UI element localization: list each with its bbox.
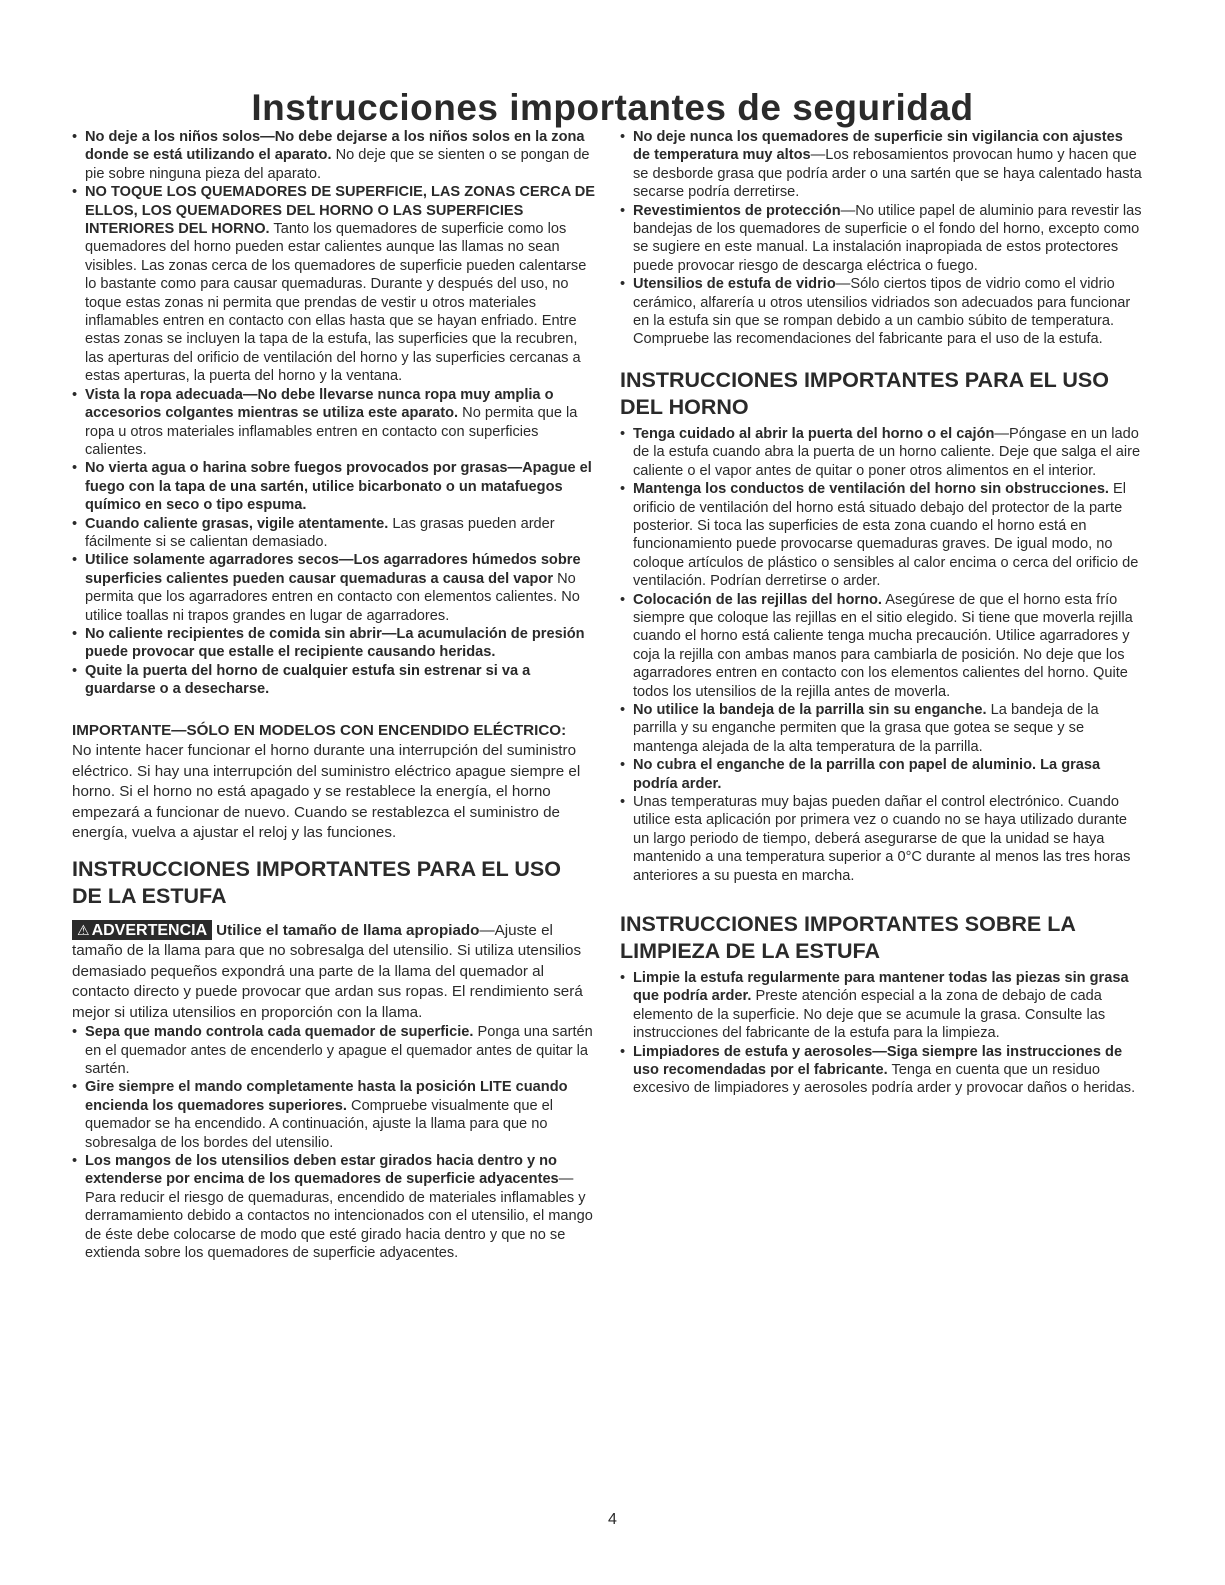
section-heading-horno: INSTRUCCIONES IMPORTANTES PARA EL USO DEL HORNO — [620, 367, 1109, 419]
limpieza-list — [620, 969, 1142, 1098]
warning-badge: ⚠ ADVERTENCIA — [72, 920, 212, 940]
left-top-list — [72, 128, 596, 699]
list-item: • No cubra el enganche de la parrilla con papel de aluminio. La grasa podría arder. — [620, 756, 1142, 793]
list-item: • No caliente recipientes de comida sin abrir—La acumulación de presión puede provocar que estalle el recipiente causando heridas. — [72, 625, 596, 662]
page-title: Instrucciones importantes de seguridad — [251, 86, 974, 128]
section-heading-limpieza: INSTRUCCIONES IMPORTANTES SOBRE LA LIMPIEZA DE LA ESTUFA — [620, 912, 1076, 964]
list-item: • Utensilios de estufa de vidrio—Sólo ciertos tipos de vidrio como el vidrio cerámico, alfarería u otros utensilios vidriados son adecuados para funcionar en la estufa sin que se rompan debido a un cambio súbito de temperatura. Compruebe las recomendaciones del fabricante para el uso de la estufa. — [620, 275, 1142, 349]
list-item: • Los mangos de los utensilios deben estar girados hacia dentro y no extenderse por encima de los quemadores de superficie adyacentes—Para reducir el riesgo de quemaduras, encendido de materiales inflamables y derramamiento debido a contactos no intencionados con el utensilio, el mango de éste debe colocarse de modo que esté girado hacia dentro y que no se extienda sobre los quemadores de superficie adyacentes. — [72, 1152, 596, 1262]
list-item: • Sepa que mando controla cada quemador de superficie. Ponga una sartén en el quemador antes de encenderlo y apague el quemador antes de quitar la sartén. — [72, 1023, 596, 1078]
right-top-list — [620, 128, 1142, 349]
list-item: • Limpiadores de estufa y aerosoles—Siga siempre las instrucciones de uso recomendadas por el fabricante. Tenga en cuenta que un residuo excesivo de limpiadores y aerosoles podría arder y provocar daños o heridas. — [620, 1043, 1142, 1098]
list-item: • No deje a los niños solos—No debe dejarse a los niños solos en la zona donde se está utilizando el aparato. No deje que se sienten o se pongan de pie sobre ninguna pieza del aparato. — [72, 128, 596, 183]
list-item: • Mantenga los conductos de ventilación del horno sin obstrucciones. El orificio de ventilación del horno está situado debajo del protector de la parte posterior. Si toca las superficies de esta zona cuando el horno está en funcionamiento puede provocarse quemaduras graves. De igual modo, no coloque artículos de plástico o sensibles al calor encima o cerca del orificio de ventilación. Podrían derretirse o arder. — [620, 480, 1142, 590]
list-item: • Cuando caliente grasas, vigile atentamente. Las grasas pueden arder fácilmente si se calientan demasiado. — [72, 515, 596, 552]
page-number: 4 — [608, 1511, 617, 1528]
list-item: • No deje nunca los quemadores de superficie sin vigilancia con ajustes de temperatura muy altos—Los rebosamientos provocan humo y hacen que se desborde grasa que podría arder o una sartén que se haya calentado hasta secarse podría derretirse. — [620, 128, 1142, 202]
list-item: • Unas temperaturas muy bajas pueden dañar el control electrónico. Cuando utilice esta aplicación por primera vez o cuando no se haya utilizado durante un largo periodo de tiempo, deberá asegurarse de que la unidad se haya mantenido a una temperatura superior a 0°C durante al menos las tres horas anteriores a su puesta en marcha. — [620, 793, 1142, 885]
list-item: • Colocación de las rejillas del horno. Asegúrese de que el horno esta frío siempre que coloque las rejillas en el sitio elegido. Si tiene que moverla rejilla cuando el horno está caliente tenga mucha precaución. Utilice agarradores y coja la rejilla con ambas manos para cambiarla de posición. No deje que los agarradores entren en contacto con los elementos calientes del horno. Quite todos los utensilios de la rejilla antes de moverla. — [620, 591, 1142, 701]
list-item: • Revestimientos de protección—No utilice papel de aluminio para revestir las bandejas de los quemadores de superficie o el fondo del horno, excepto como se sugiere en este manual. La instalación inapropiada de estos protectores puede provocar riesgo de descarga eléctrica o fuego. — [620, 202, 1142, 276]
right-column — [620, 128, 1142, 1098]
warning-paragraph: ⚠ ADVERTENCIA Utilice el tamaño de llama apropiado—Ajuste el tamaño de la llama para que no sobresalga del utensilio. Si utiliza utensilios demasiado pequeños expondrá una parte de la llama del quemador al contacto directo y puede provocar que ardan sus ropas. El rendimiento será mejor si utiliza utensilios en proporción con la llama. — [72, 921, 583, 1021]
list-item: • Vista la ropa adecuada—No debe llevarse nunca ropa muy amplia o accesorios colgantes mientras se utiliza este aparato. No permita que la ropa u otros materiales inflamables entren en contacto con superficies calientes. — [72, 386, 596, 460]
list-item: • Limpie la estufa regularmente para mantener todas las piezas sin grasa que podría arder. Preste atención especial a la zona de debajo de cada elemento de la superficie. No deje que se acumule la grasa. Consulte las instrucciones del fabricante de la estufa para la limpieza. — [620, 969, 1142, 1043]
list-item: • NO TOQUE LOS QUEMADORES DE SUPERFICIE, LAS ZONAS CERCA DE ELLOS, LOS QUEMADORES DEL HORNO O LAS SUPERFICIES INTERIORES DEL HORNO. Tanto los quemadores de superficie como los quemadores del horno pueden estar calientes aunque las llamas no sean visibles. Las zonas cerca de los quemadores de superficie pueden calentarse lo bastante como para causar quemaduras. Durante y después del uso, no toque estas zonas ni permita que prendas de vestir u otros materiales inflamables entren en contacto con ellas hasta que se hayan enfriado. Entre estas zonas se incluyen la tapa de la estufa, las superficies que la recubren, las aperturas del orificio de ventilación del horno y las superficies cercanas a estas aperturas, la puerta del horno y la ventana. — [72, 183, 596, 385]
list-item: • No vierta agua o harina sobre fuegos provocados por grasas—Apague el fuego con la tapa de una sartén, utilice bicarbonato o un matafuegos químico en seco o tipo espuma. — [72, 459, 596, 514]
list-item: • Utilice solamente agarradores secos—Los agarradores húmedos sobre superficies calientes pueden causar quemaduras a causa del vapor No permita que los agarradores entren en contacto con elementos calientes. No utilice toallas ni trapos grandes en lugar de agarradores. — [72, 551, 596, 625]
importante-body: No intente hacer funcionar el horno durante una interrupción del suministro eléctrico. Si hay una interrupción del suministro eléctrico apague siempre el horno. Si el horno no está apagado y se restablece la energía, el horno empezará a funcionar de nuevo. Cuando se restablezca el suministro de energía, vuelva a ajustar el reloj y las funciones. — [72, 742, 581, 842]
left-column — [72, 128, 596, 1262]
horno-list — [620, 425, 1142, 885]
list-item: • Tenga cuidado al abrir la puerta del horno o el cajón—Póngase en un lado de la estufa cuando abra la puerta de un horno caliente. Deje que salga el aire caliente o el vapor antes de quitar o poner otros alimentos en el interior. — [620, 425, 1142, 480]
list-item: • No utilice la bandeja de la parrilla sin su enganche. La bandeja de la parrilla y su enganche permiten que la grasa que gotea se seque y se mantenga alejada de la alta temperatura de la parrilla. — [620, 701, 1142, 756]
list-item: • Gire siempre el mando completamente hasta la posición LITE cuando encienda los quemadores superiores. Compruebe visualmente que el quemador se ha encendido. A continuación, ajuste la llama para que no sobresalga de los bordes del utensilio. — [72, 1078, 596, 1152]
section-heading-estufa: INSTRUCCIONES IMPORTANTES PARA EL USO DE LA ESTUFA — [72, 856, 561, 908]
importante-heading: IMPORTANTE—SÓLO EN MODELOS CON ENCENDIDO ELÉCTRICO: — [72, 721, 567, 739]
estufa-list — [72, 1023, 596, 1262]
list-item: • Quite la puerta del horno de cualquier estufa sin estrenar si va a guardarse o a desecharse. — [72, 662, 596, 699]
importante-block — [72, 721, 596, 844]
warning-triangle-icon: ⚠ — [77, 921, 90, 938]
